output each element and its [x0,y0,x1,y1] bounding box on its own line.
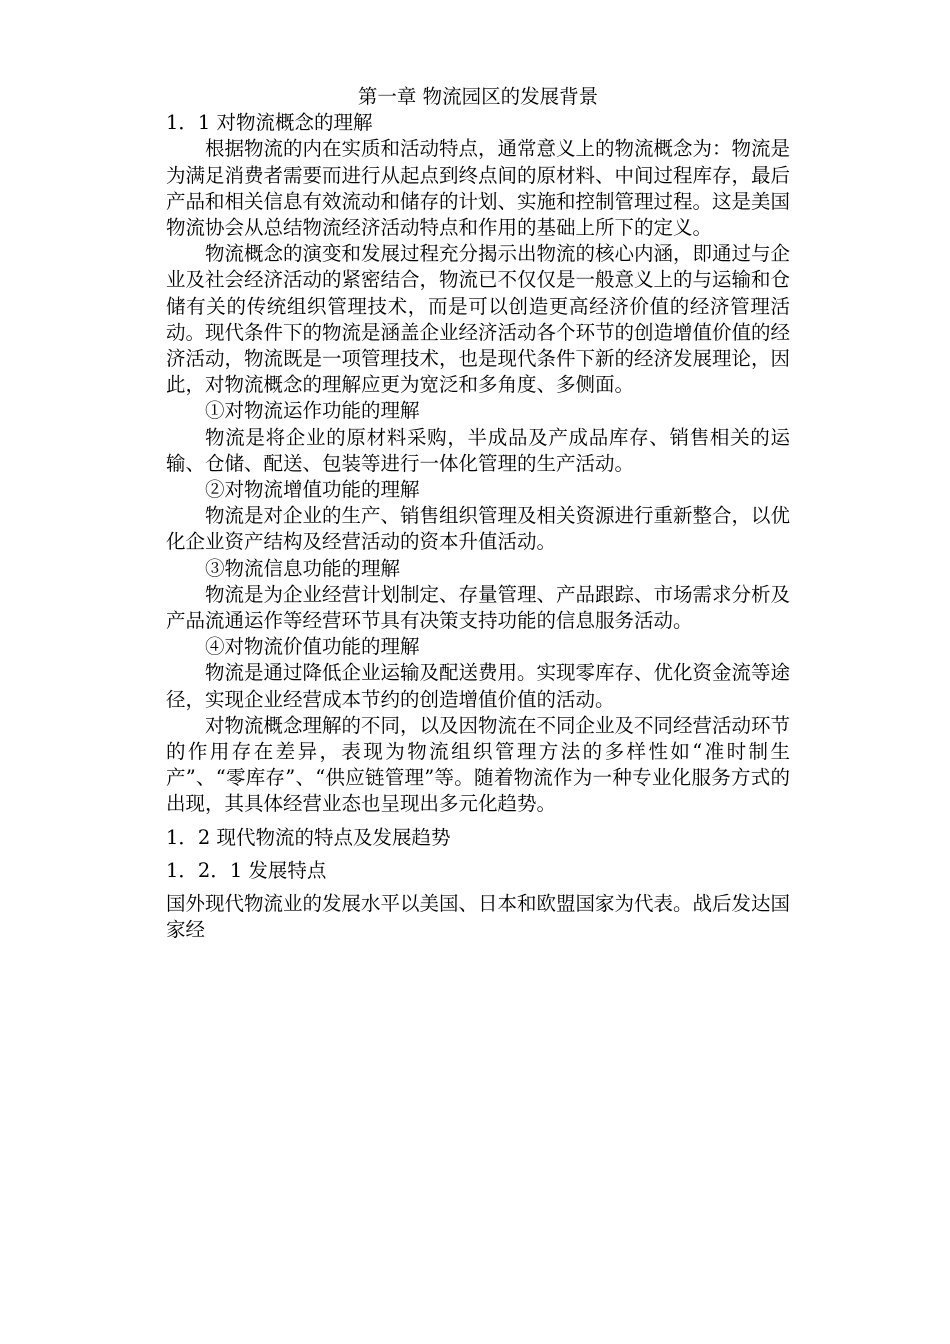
section-heading-1-1: 1．1 对物流概念的理解 [166,111,373,135]
sub-heading-operation-function: ①对物流运作功能的理解 [205,399,420,423]
paragraph-logistics-diversity: 对物流概念理解的不同，以及因物流在不同企业及不同经营活动环节的作用存在差异，表现为物流组织管理方法的多样性如“准时制生产”、“零库存”、“供应链管理”等。随着物流作为一种专业化服务方式的出现，其具体经营业态也呈现出多元化趋势。 [166,713,791,816]
sub-heading-information-function: ③物流信息功能的理解 [205,556,401,580]
paragraph-logistics-evolution: 物流概念的演变和发展过程充分揭示出物流的核心内涵，即通过与企业及社会经济活动的紧密结合，物流已不仅仅是一般意义上的与运输和仓储有关的传统组织管理技术，而是可以创造更高经济价值的经济管理活动。现代条件下的物流是涵盖企业经济活动各个环节的创造增值价值的经济活动，物流既是一项管理技术，也是现代条件下新的经济发展理论，因此，对物流概念的理解应更为宽泛和多角度、多侧面。 [166,242,791,397]
sub-heading-value-added-function: ②对物流增值功能的理解 [205,478,420,502]
chapter-title: 第一章 物流园区的发展背景 [357,85,599,108]
paragraph-development-features: 国外现代物流业的发展水平以美国、日本和欧盟国家为代表。战后发达国家经 [166,892,791,942]
sub-heading-value-function: ④对物流价值功能的理解 [205,635,420,659]
section-heading-1-2-1: 1．2．1 发展特点 [166,858,327,882]
paragraph-value-function: 物流是通过降低企业运输及配送费用。实现零库存、优化资金流等途径，实现企业经营成本节约的创造增值价值的活动。 [166,661,791,711]
paragraph-logistics-definition: 根据物流的内在实质和活动特点，通常意义上的物流概念为：物流是为满足消费者需要而进行从起点到终点间的原材料、中间过程库存，最后产品和相关信息有效流动和储存的计划、实施和控制管理过程。这是美国物流协会从总结物流经济活动特点和作用的基础上所下的定义。 [166,137,791,240]
document-page [166,84,790,944]
section-heading-1-2: 1．2 现代物流的特点及发展趋势 [166,825,451,849]
paragraph-information-function: 物流是为企业经营计划制定、存量管理、产品跟踪、市场需求分析及产品流通运作等经营环节具有决策支持功能的信息服务活动。 [166,582,791,633]
paragraph-value-added-function: 物流是对企业的生产、销售组织管理及相关资源进行重新整合，以优化企业资产结构及经营活动的资本升值活动。 [166,504,791,554]
paragraph-operation-function: 物流是将企业的原材料采购，半成品及产成品库存、销售相关的运输、仓储、配送、包装等进行一体化管理的生产活动。 [166,425,790,475]
